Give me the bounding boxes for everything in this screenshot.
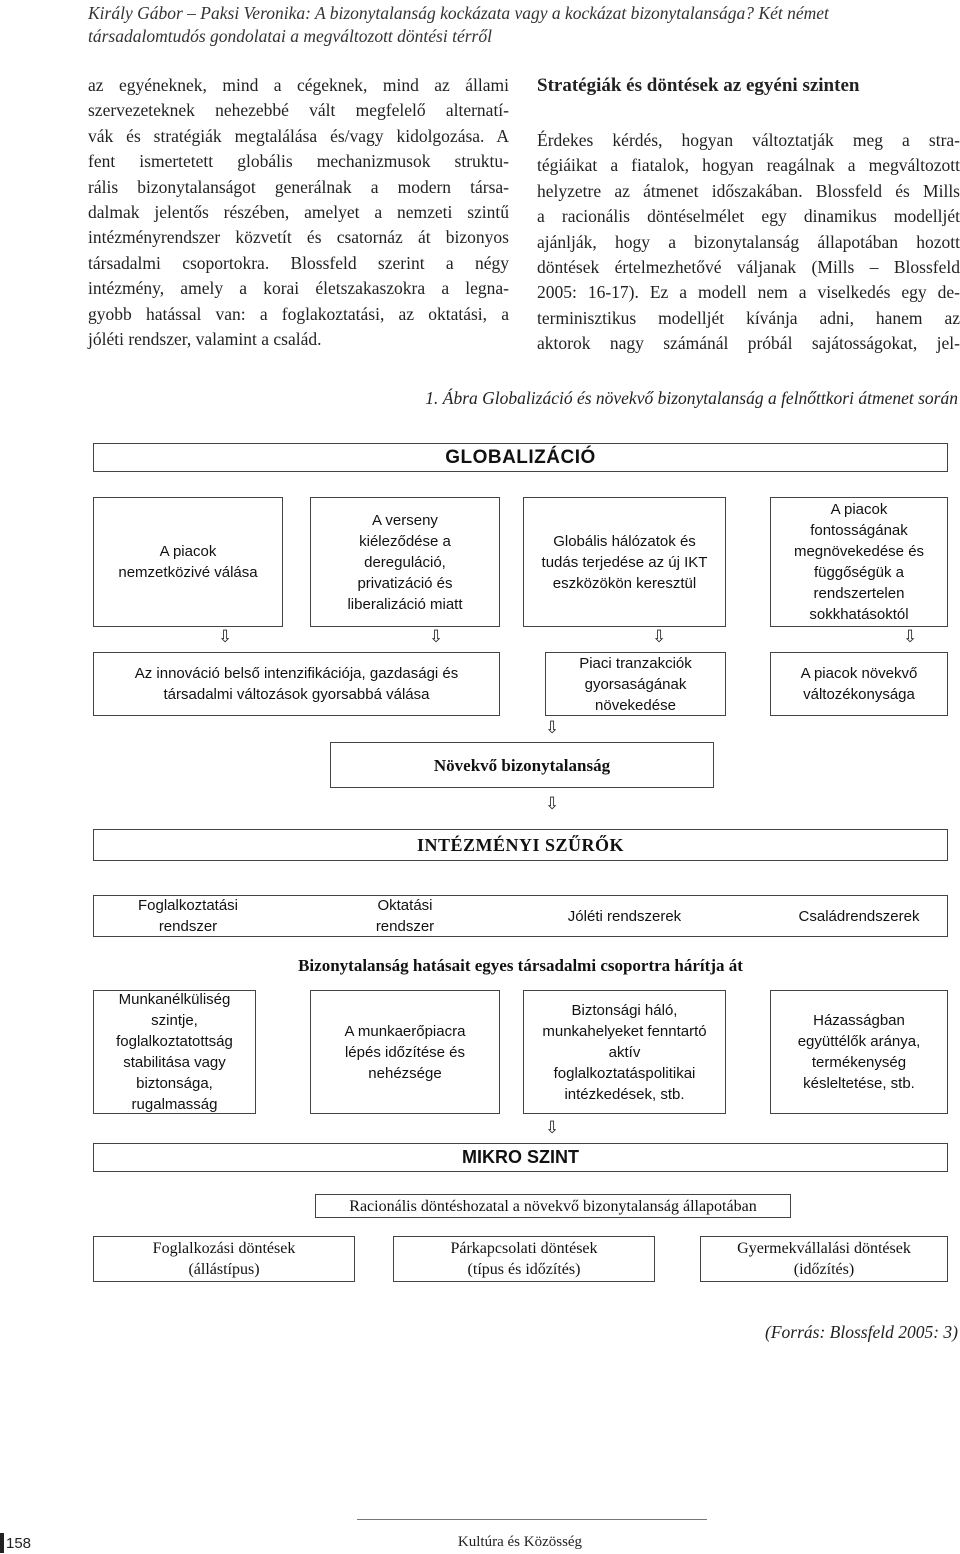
box-safety-net: Biztonsági háló, munkahelyeket fenntartó aktív foglalkoztatáspolitikai intézkedések, stb. (523, 990, 726, 1114)
page-number-marker (0, 1533, 4, 1553)
journal-name: Kultúra és Közösség (457, 1534, 583, 1550)
text-line: intézmény, amely a korai életszakaszokra a legna- (88, 278, 509, 299)
text-line: vák és stratégiák megtalálása és/vagy kidolgozása. A (88, 125, 509, 146)
box-marriage: Házasságban együttélők aránya, termékenység késleltetése, stb. (770, 990, 948, 1114)
label-family-systems: Családrendszerek (798, 907, 920, 925)
running-header (88, 2, 948, 48)
down-arrow-icon: ⇩ (545, 794, 560, 814)
text-line: Érdekes kérdés, hogyan változtatják meg a stra- (537, 130, 960, 150)
box-childbearing-decisions: Gyermekvállalási döntések (időzítés) (700, 1236, 948, 1282)
down-arrow-icon: ⇩ (903, 627, 918, 647)
down-arrow-icon: ⇩ (545, 718, 560, 738)
left-column-paragraph (88, 73, 509, 352)
text-line: 2005: 16-17). Ez a modell nem a viselkedés egy de- (537, 282, 960, 303)
text-line: fent ismertetett globális mechanizmusok struktu- (88, 151, 509, 172)
box-partnership-decisions: Párkapcsolati döntések (típus és időzítés) (393, 1236, 655, 1282)
figure-caption: 1. Ábra Globalizáció és növekvő bizonytalanság a felnőttkori átmenet során (425, 388, 958, 408)
page-number: 158 (6, 1535, 32, 1552)
text-line: az egyéneknek, mind a cégeknek, mind az állami (88, 75, 509, 95)
box-competition: A verseny kiéleződése a dereguláció, privatizáció és liberalizáció miatt (310, 497, 500, 627)
box-market-volatility: A piacok növekvő változékonysága (770, 652, 948, 716)
down-arrow-icon: ⇩ (545, 1118, 560, 1138)
globalizacio-box: GLOBALIZÁCIÓ (93, 443, 948, 472)
box-unemployment: Munkanélküliség szintje, foglalkoztatottság stabilitása vagy biztonsága, rugalmasság (93, 990, 256, 1114)
box-global-networks: Globális hálózatok és tudás terjedése az új IKT eszközökön keresztül (523, 497, 726, 627)
text-line: döntések értelmezhetővé váljanak (Mills – Blossfeld (537, 257, 960, 278)
text-line: helyzetre az átmenet időszakában. Blossfeld és Mills (537, 180, 960, 201)
label-education-system: Oktatási rendszer (375, 897, 435, 935)
text-line: intézményrendszer közvetít és csatornáz át bizonyos (88, 227, 509, 248)
box-labor-market-entry: A munkaerőpiacra lépés időzítése és nehézsége (310, 990, 500, 1114)
box-market-transactions: Piaci tranzakciók gyorsaságának növekedése (545, 652, 726, 716)
text-line: társadalmi csoportokra. Blossfeld szerint a négy (88, 252, 509, 273)
right-column-paragraph (537, 128, 960, 357)
novekvo-bizonytalansag-box: Növekvő bizonytalanság (330, 742, 714, 788)
down-arrow-icon: ⇩ (218, 627, 233, 647)
text-line: terminisztikus modelljét kívánja adni, hanem az (537, 307, 960, 328)
text-line: tégiáikat a fiatalok, hogyan reagálnak a megváltozott (537, 155, 960, 176)
text-line: gyobb hatással van: a foglakoztatási, az oktatási, a (88, 303, 509, 324)
label-employment-system: Foglalkoztatási rendszer (137, 897, 239, 935)
intezmenyi-szurok-box: INTÉZMÉNYI SZŰRŐK (93, 829, 948, 861)
text-line: a racionális döntéselmélet egy dinamikus modelljét (537, 206, 960, 227)
down-arrow-icon: ⇩ (429, 627, 444, 647)
text-line: dalmak jelentős részében, amelyet a nemzeti szintű (88, 202, 509, 223)
mikro-szint-box: MIKRO SZINT (93, 1143, 948, 1172)
section-heading: Stratégiák és döntések az egyéni szinten (537, 75, 860, 96)
box-markets-importance: A piacok fontosságának megnövekedése és függőségük a rendszertelen sokkhatásoktól (770, 497, 948, 627)
label-welfare-systems: Jóléti rendszerek (567, 907, 682, 925)
box-occupational-decisions: Foglalkozási döntések (állástípus) (93, 1236, 355, 1282)
text-line: jóléti rendszer, valamint a család. (88, 329, 322, 350)
box-markets-internationalization: A piacok nemzetközivé válása (93, 497, 283, 627)
uncertainty-transfer-label: Bizonytalanság hatásait egyes társadalmi csoportra hárítja át (298, 955, 743, 975)
box-innovation: Az innováció belső intenzifikációja, gazdasági és társadalmi változások gyorsabbá válása (93, 652, 500, 716)
text-line: ajánlják, hogy a bizonytalanság állapotában hozott (537, 231, 960, 252)
running-header-line-2: társadalomtudós gondolatai a megváltozott döntési térről (88, 26, 492, 46)
rational-decision-box: Racionális döntéshozatal a növekvő bizonytalanság állapotában (315, 1194, 791, 1218)
footer-divider (357, 1519, 707, 1520)
figure-source: (Forrás: Blossfeld 2005: 3) (765, 1322, 958, 1342)
text-line: aktorok nagy számánál próbál sajátosságokat, jel- (537, 333, 960, 354)
down-arrow-icon: ⇩ (652, 627, 667, 647)
running-header-line-1: Király Gábor – Paksi Veronika: A bizonytalanság kockázata vagy a kockázat bizonytalansága? Két német (88, 3, 829, 23)
text-line: rális bizonytalanságot generálnak a modern társa- (88, 176, 509, 197)
text-line: szervezeteknek nehezebbé vált megfelelő alternatí- (88, 100, 509, 121)
